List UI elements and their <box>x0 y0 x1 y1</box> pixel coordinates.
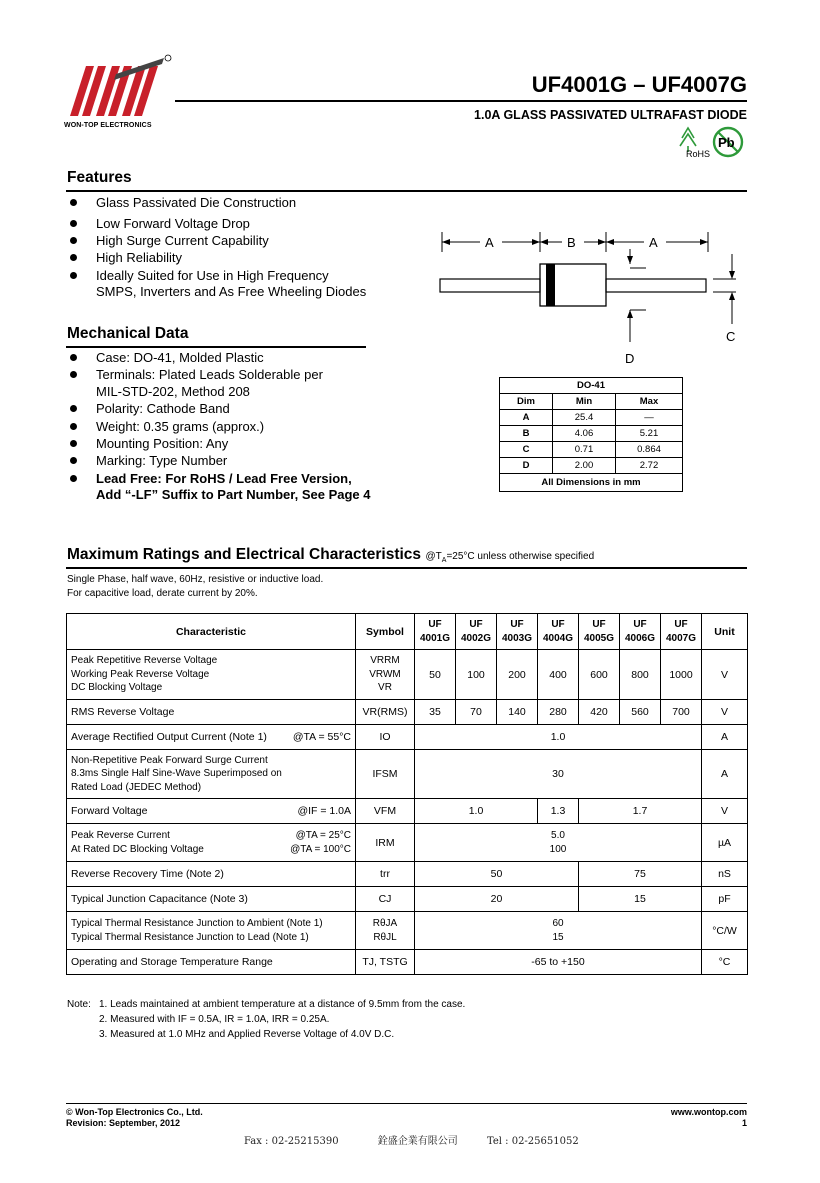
wte-logo <box>64 52 172 125</box>
revision: Revision: September, 2012 <box>66 1118 181 1128</box>
stamp-line <box>244 1132 579 1147</box>
notes-block <box>67 997 465 1042</box>
list-item: Marking: Type Number <box>67 453 427 470</box>
svg-text:RoHS: RoHS <box>686 149 711 159</box>
table-row: Typical Junction Capacitance (Note 3) CJ 20 15 pF <box>67 887 748 912</box>
col-header: UF 4002G <box>456 614 497 650</box>
col-header: Characteristic <box>67 614 356 650</box>
characteristics-table <box>66 613 748 975</box>
table-row: Operating and Storage Temperature Range TJ, TSTG -65 to +150 °C <box>67 950 748 975</box>
company-name: WON-TOP ELECTRONICS <box>64 122 152 129</box>
do41-header: Max <box>616 394 683 410</box>
list-item: Terminals: Plated Leads Solderable per MIL-STD-202, Method 208 <box>67 367 427 401</box>
do41-footer: All Dimensions in mm <box>500 474 683 492</box>
list-item: Lead Free: For RoHS / Lead Free Version, Add “-LF” Suffix to Part Number, See Page 4 <box>67 471 427 505</box>
table-row: Forward Voltage @IF = 1.0A VFM 1.0 1.3 1.7 V <box>67 799 748 824</box>
footer-left <box>66 1107 203 1129</box>
mechanical-rule <box>66 346 366 348</box>
list-item: High Surge Current Capability <box>67 233 407 250</box>
note-item: 1. Leads maintained at ambient temperature at a distance of 9.5mm from the case. <box>99 999 466 1010</box>
list-item: Low Forward Voltage Drop <box>67 216 407 233</box>
table-row: Peak Repetitive Reverse Voltage Working Peak Reverse Voltage DC Blocking Voltage VRRM VRWM VR 50 100 200 400 600 800 1000 V <box>67 650 748 700</box>
page-number: 1 <box>741 1118 747 1128</box>
dim-b-label: B <box>567 235 576 250</box>
table-row: B 4.06 5.21 <box>500 426 683 442</box>
list-item: Polarity: Cathode Band <box>67 401 427 418</box>
col-header: Unit <box>702 614 748 650</box>
dim-d-label: D <box>625 351 635 366</box>
col-header: UF 4006G <box>620 614 661 650</box>
rohs-pb-badges <box>676 124 748 169</box>
footer-right <box>671 1107 747 1129</box>
table-row: A 25.4 — <box>500 410 683 426</box>
dim-a-label: A <box>485 235 494 250</box>
page-subtitle: 1.0A GLASS PASSIVATED ULTRAFAST DIODE <box>474 108 747 122</box>
ratings-line: For capacitive load, derate current by 20%. <box>67 588 258 599</box>
list-item: Case: DO-41, Molded Plastic <box>67 350 427 367</box>
table-row: Non-Repetitive Peak Forward Surge Current 8.3ms Single Half Sine-Wave Superimposed on Rated Load (JEDEC Method) IFSM 30 A <box>67 750 748 799</box>
col-header: UF 4007G <box>661 614 702 650</box>
table-row: Average Rectified Output Current (Note 1) @TA = 55°C IO 1.0 A <box>67 725 748 750</box>
list-item: Weight: 0.35 grams (approx.) <box>67 419 427 436</box>
svg-text:Pb: Pb <box>718 135 735 150</box>
note-item: 3. Measured at 1.0 MHz and Applied Reverse Voltage of 4.0V D.C. <box>99 1029 395 1040</box>
table-row: C 0.71 0.864 <box>500 442 683 458</box>
do41-title: DO-41 <box>500 378 683 394</box>
list-item: High Reliability <box>67 250 407 267</box>
do41-dimension-table <box>499 377 683 492</box>
ratings-heading-block <box>67 546 594 564</box>
dim-a2-label: A <box>649 235 658 250</box>
do41-header: Dim <box>500 394 553 410</box>
table-header-row <box>67 614 748 650</box>
copyright: © Won-Top Electronics Co., Ltd. <box>66 1107 203 1117</box>
list-item: Glass Passivated Die Construction <box>67 195 407 212</box>
page-title: UF4001G – UF4007G <box>531 72 747 97</box>
fax-number: Fax : 02-25215390 <box>244 1136 339 1147</box>
website-link: www.wontop.com <box>670 1107 747 1117</box>
mechanical-heading: Mechanical Data <box>67 325 189 342</box>
ratings-notes <box>67 573 323 601</box>
table-row: Typical Thermal Resistance Junction to Ambient (Note 1) Typical Thermal Resistance Junction to Lead (Note 1) RθJA RθJL 60 15 °C/W <box>67 912 748 950</box>
list-item: Mounting Position: Any <box>67 436 427 453</box>
note-item: 2. Measured with IF = 0.5A, IR = 1.0A, IRR = 0.25A. <box>99 1014 330 1025</box>
footer-rule <box>66 1103 747 1104</box>
col-header: UF 4005G <box>579 614 620 650</box>
features-list <box>67 195 407 302</box>
mechanical-list <box>67 350 427 505</box>
dim-c-label: C <box>726 329 736 344</box>
do41-header: Min <box>553 394 616 410</box>
col-header: UF 4003G <box>497 614 538 650</box>
company-cn: 銓盛企業有限公司 <box>377 1136 458 1147</box>
features-heading: Features <box>67 169 132 186</box>
col-header: UF 4001G <box>415 614 456 650</box>
table-row: Reverse Recovery Time (Note 2) trr 50 75 nS <box>67 862 748 887</box>
table-row: RMS Reverse Voltage VR(RMS) 35 70 140 280 420 560 700 V <box>67 700 748 725</box>
ratings-condition: $@T_A=25^\circ C$ unless otherwise specified <box>425 551 595 564</box>
ratings-rule <box>66 567 747 569</box>
ratings-heading: Maximum Ratings and Electrical Characteristics <box>67 546 422 563</box>
features-rule <box>66 190 747 192</box>
col-header: Symbol <box>356 614 415 650</box>
tel-number: Tel : 02-25651052 <box>486 1136 579 1147</box>
table-row: Peak Reverse Current @TA = 25°C At Rated DC Blocking Voltage @TA = 100°C IRM 5.0 100 µA <box>67 824 748 862</box>
header-rule <box>175 100 747 102</box>
col-header: UF 4004G <box>538 614 579 650</box>
list-item: Ideally Suited for Use in High Frequency SMPS, Inverters and As Free Wheeling Diodes <box>67 268 407 302</box>
notes-label: Note: <box>67 999 91 1010</box>
ratings-line: Single Phase, half wave, 60Hz, resistive or inductive load. <box>67 574 324 585</box>
table-row: D 2.00 2.72 <box>500 458 683 474</box>
do41-package-diagram <box>430 228 760 373</box>
